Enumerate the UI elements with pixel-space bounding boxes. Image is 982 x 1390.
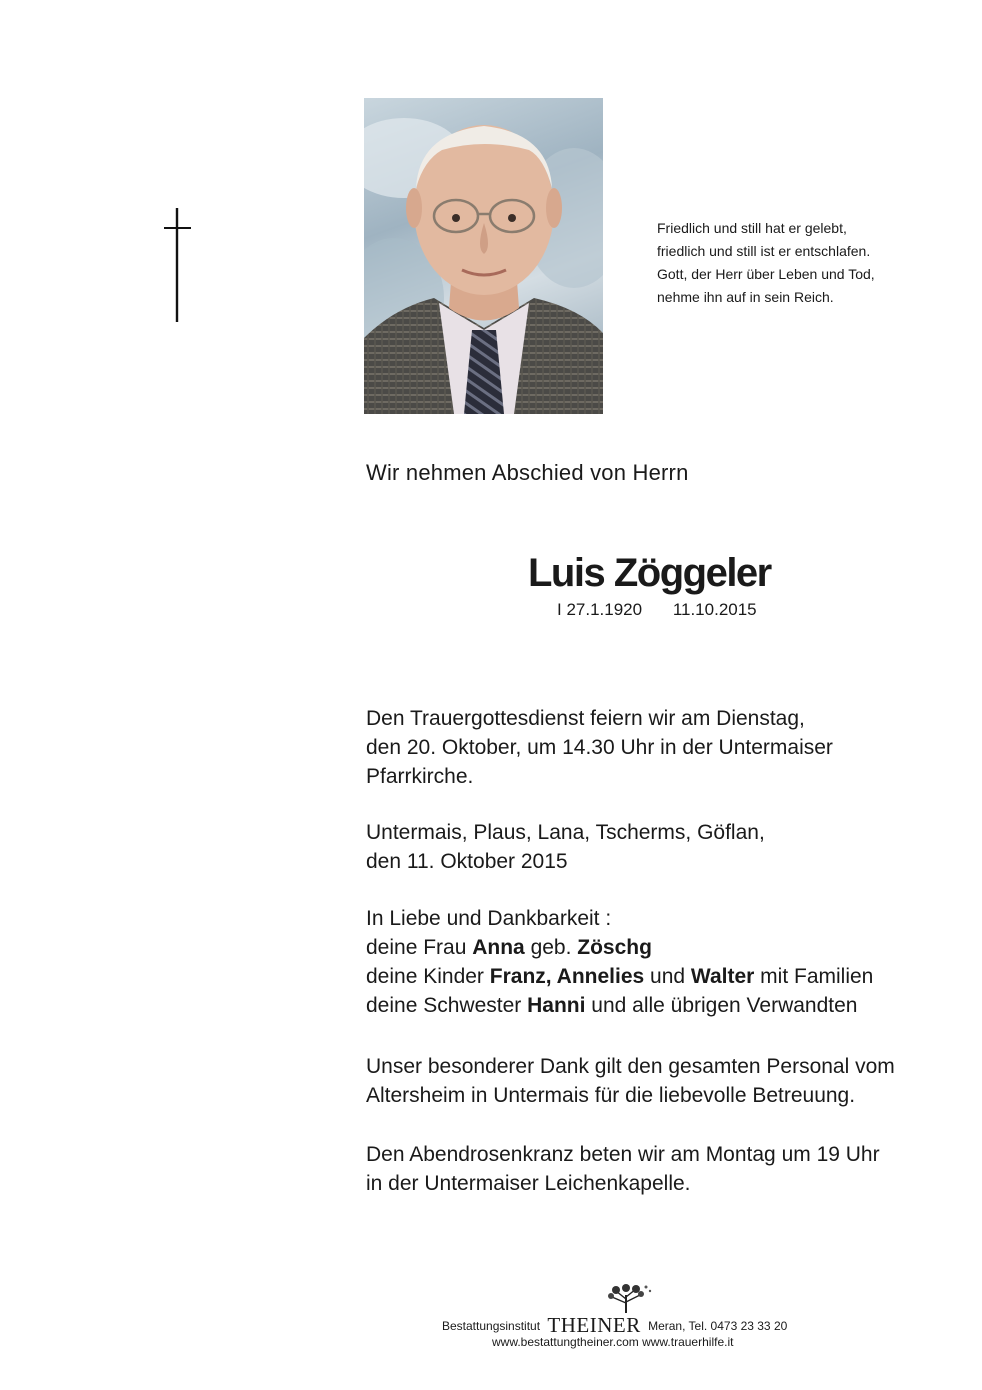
paragraph-line: den 11. Oktober 2015 — [366, 850, 568, 873]
mourner-sister: deine Schwester Hanni und alle übrigen Verwandten — [366, 994, 858, 1017]
death-date: 11.10.2015 — [672, 600, 757, 619]
footer-brand: THEINER — [547, 1313, 641, 1337]
paragraph-line: Altersheim in Untermais für die liebevolle Betreuung. — [366, 1084, 856, 1107]
tree-logo-icon — [598, 1283, 654, 1313]
portrait-photo — [364, 98, 603, 414]
mourners-heading: In Liebe und Dankbarkeit : — [366, 907, 612, 930]
paragraph-line: Den Trauergottesdienst feiern wir am Dienstag, — [366, 707, 805, 730]
mourner-children: deine Kinder Franz, Annelies und Walter mit Familien — [366, 965, 874, 988]
life-dates — [557, 600, 757, 620]
verse-line: friedlich und still ist er entschlafen. — [657, 243, 871, 259]
footer-contact: Meran, Tel. 0473 23 33 20 — [648, 1319, 788, 1333]
rosary-paragraph — [366, 1140, 956, 1198]
paragraph-line: den 20. Oktober, um 14.30 Uhr in der Untermaiser — [366, 736, 833, 759]
paragraph-line: Untermais, Plaus, Lana, Tscherms, Göflan, — [366, 821, 765, 844]
deceased-name: Luis Zöggeler — [528, 551, 771, 595]
birth-date: I 27.1.1920 — [557, 600, 643, 619]
verse-line: Friedlich und still hat er gelebt, — [657, 220, 847, 236]
paragraph-line: Den Abendrosenkranz beten wir am Montag um 19 Uhr — [366, 1143, 880, 1166]
paragraph-line: Pfarrkirche. — [366, 765, 474, 788]
paragraph-line: Unser besonderer Dank gilt den gesamten Personal vom — [366, 1055, 895, 1078]
verse — [657, 217, 957, 309]
cross-icon — [160, 206, 196, 324]
service-paragraph — [366, 704, 956, 791]
verse-line: nehme ihn auf in sein Reich. — [657, 289, 834, 305]
intro-text: Wir nehmen Abschied von Herrn — [366, 460, 689, 485]
footer-label: Bestattungsinstitut — [442, 1319, 541, 1333]
verse-line: Gott, der Herr über Leben und Tod, — [657, 266, 875, 282]
place-date-paragraph — [366, 818, 956, 876]
thanks-paragraph — [366, 1052, 956, 1110]
footer-websites: www.bestattungtheiner.com www.trauerhilfe.it — [492, 1335, 734, 1349]
footer-company-line — [442, 1311, 787, 1336]
paragraph-line: in der Untermaiser Leichenkapelle. — [366, 1172, 691, 1195]
mourner-wife: deine Frau Anna geb. Zöschg — [366, 936, 652, 959]
mourners-paragraph — [366, 904, 956, 1020]
